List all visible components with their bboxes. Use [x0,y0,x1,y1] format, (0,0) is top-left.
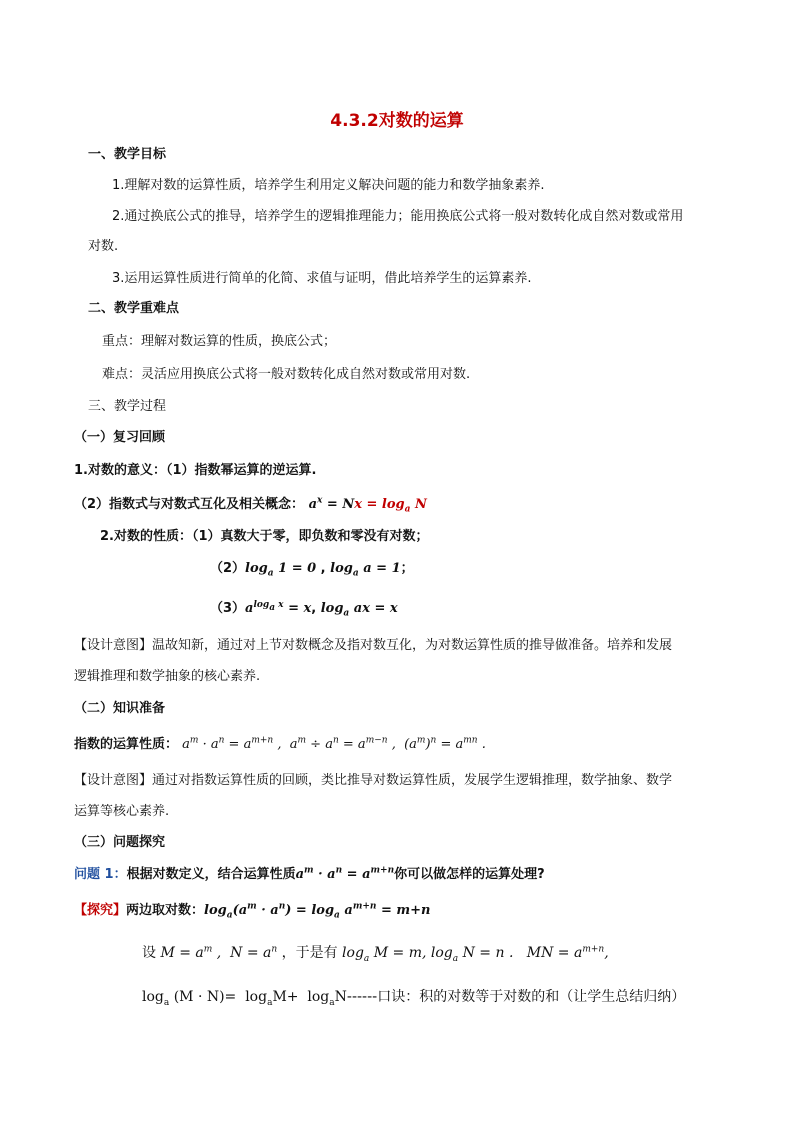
page-title: 4.3.2对数的运算 [330,111,464,131]
goal-2: 2.通过换底公式的推导，培养学生的逻辑推理能力；能用换底公式将一般对数转化成自然对数或常用 [112,209,684,224]
section-heading-goals: 一、教学目标 [88,147,167,162]
goal-1: 1.理解对数的运算性质，培养学生利用定义解决问题的能力和数学抽象素养. [112,178,545,193]
exploration [74,902,431,920]
design-intent-1-continued: 逻辑推理和数学抽象的核心素养. [74,669,261,684]
substitution-logs: $\log_a M = m$, $\log_a N = n$ . [342,945,523,964]
exploration-formula: $\log_a(a^m \cdot a^n) = \log_a a^{m+n} = m+n$ [204,901,431,921]
review-item-1: 1.对数的意义：（1）指数幂运算的逆运算. [74,463,317,478]
exponent-rules-label: 指数的运算性质： [74,737,179,752]
property-3-formula-b: $\log_a$ ax = x [320,601,398,619]
product-formula: MN = $a^{m+n}$, [526,944,609,961]
property-2-formula: $\log_a 1 = 0$ [245,561,317,579]
difficult-point: 难点：灵活应用换底公式将一般对数转化成自然对数或常用对数. [102,367,471,382]
substitution-text-then: ，于是有 [281,945,338,961]
exploration-text: 两边取对数： [126,903,205,918]
substitution-formula: $M = a^m$ , $N = a^n$ [160,944,278,961]
exponent-rules-formulas: $a^m \cdot a^n = a^{m+n}$ , $a^m \div a^n = a^{m-n}$ , $(a^m)^n = a^{mn}$ . [182,735,486,752]
log-definition-formula: $x = \log_a N$ [354,497,427,515]
substitution-text-set: 设 [142,945,156,961]
log-product-rule [142,988,685,1006]
exponent-rules [74,736,486,754]
product-formula-text: MN = a [526,945,583,961]
design-intent-2-continued: 运算等核心素养. [74,804,170,819]
key-point: 重点：理解对数运算的性质，换底公式； [102,334,337,349]
question-1-text: 根据对数定义，结合运算性质 [126,867,296,882]
property-2-label: （2） [210,561,246,576]
property-3-formula: $a^{log_a x} = x$ [245,599,312,616]
design-intent-1: 【设计意图】温故知新，通过对上节对数概念及指对数互化，为对数运算性质的推导做准备。培养和发展 [74,638,673,653]
goal-3: 3.运用运算性质进行简单的化简、求值与证明，借此培养学生的运算素养. [112,271,532,286]
property-3-label: （3） [210,601,246,616]
property-2: $(2)\log_a$ 1 = 0 , $\log_a a = 1$； [210,561,414,579]
design-intent-2: 【设计意图】通过对指数运算性质的回顾，类比推导对数运算性质，发展学生逻辑推理，数学抽象、数学 [74,773,673,788]
property-3: $(3)a^{log_a x} = x$, $\log_a$ ax = x [210,599,398,619]
property-2-formula-b: $\log_a a = 1$ [330,561,401,579]
part-heading-review: （一）复习回顾 [74,430,166,445]
part-heading-inquiry: （三）问题探究 [74,835,166,850]
review-item-2-label: （2）指数式与对数式互化及相关概念： [74,497,305,512]
question-1 [74,866,545,884]
exp-log-formula: $a^x = N$ [308,495,355,512]
part-heading-knowledge: （二）知识准备 [74,701,166,716]
question-1-formula: $a^m \cdot a^n = a^{m+n}$ [295,865,395,882]
log-product-formula: $\log_a (M \cdot N)= \log_aM+ \log_aN$ [142,989,347,1008]
question-1-label: 问题 1： [74,867,127,882]
review-item-2 [74,496,427,514]
log-product-mnemonic: ------口诀：积的对数等于对数的和（让学生总结归纳） [346,989,686,1005]
substitution-line [142,944,609,962]
section-heading-key-points: 二、教学重难点 [88,301,180,316]
review-item-3: 2.对数的性质：（1）真数大于零，即负数和零没有对数； [100,529,429,544]
question-1-text-end: 你可以做怎样的运算处理? [394,867,545,882]
section-heading-process: 三、教学过程 [88,399,167,414]
goal-2-continued: 对数. [88,239,119,254]
exploration-label: 【探究】 [74,903,127,918]
